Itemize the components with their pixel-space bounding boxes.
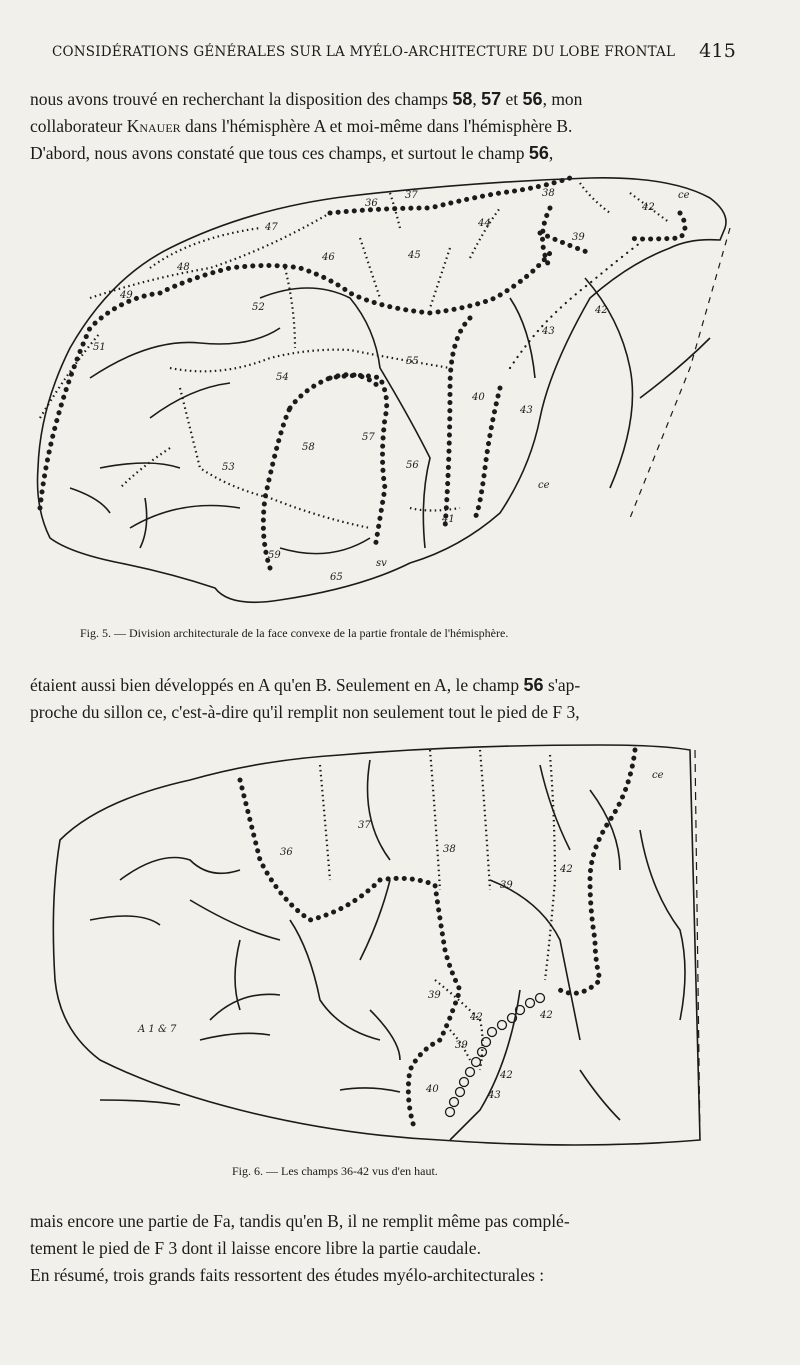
p1-line-1: nous avons trouvé en recherchant la disposition des champs 58, 57 et 56, mon <box>30 89 583 109</box>
fig5-label: 43 <box>520 405 533 416</box>
fig6-label: ce <box>652 770 664 781</box>
fig6-label: 42 <box>540 1010 553 1021</box>
fig5-label: 54 <box>276 372 289 383</box>
fig5-label: 36 <box>365 198 378 209</box>
author-knauer: Knauer <box>126 116 181 136</box>
fig5-label: 39 <box>572 232 585 243</box>
figure-5-brain-map <box>30 168 740 618</box>
fig5-label: 59 <box>268 550 281 561</box>
p3-line-2: tement le pied de F 3 dont il laisse encore libre la partie caudale. <box>30 1238 481 1258</box>
p2-line-1: étaient aussi bien développés en A qu'en B. Seulement en A, le champ 56 s'ap- <box>30 675 581 695</box>
fig5-label: 52 <box>252 302 265 313</box>
fig5-label: 55 <box>406 356 419 367</box>
fig5-label: 37 <box>405 190 418 201</box>
fig6-label: 43 <box>488 1090 501 1101</box>
fig5-label: 46 <box>322 252 335 263</box>
running-header <box>52 40 742 62</box>
fig5-label: 43 <box>542 326 555 337</box>
paragraph-2 <box>30 672 735 726</box>
fig6-label: 42 <box>500 1070 513 1081</box>
fig5-label: 49 <box>120 290 133 301</box>
paragraph-3 <box>30 1208 735 1289</box>
fig6-label: 42 <box>560 864 573 875</box>
fig5-label: sv <box>376 558 387 569</box>
figure-6-caption: Fig. 6. — Les champs 36-42 vus d'en haut. <box>232 1164 438 1178</box>
page-number: 415 <box>699 40 736 62</box>
fig5-label: 53 <box>222 462 235 473</box>
fig6-label: 39 <box>455 1040 468 1051</box>
fig5-label: 41 <box>442 514 455 525</box>
p3-line-1: mais encore une partie de Fa, tandis qu'en B, il ne remplit même pas complé- <box>30 1211 570 1231</box>
fig5-label: 48 <box>177 262 190 273</box>
running-title: CONSIDÉRATIONS GÉNÉRALES SUR LA MYÉLO-ARCHITECTURE DU LOBE FRONTAL <box>52 44 676 60</box>
fig5-label: 38 <box>542 188 555 199</box>
fig5-label: ce <box>678 190 690 201</box>
fig5-label: 42 <box>595 305 608 316</box>
fig6-label: 40 <box>426 1084 439 1095</box>
p2-line-2: proche du sillon ce, c'est-à-dire qu'il remplit non seulement tout le pied de F 3, <box>30 702 580 722</box>
fig5-label: 51 <box>93 342 106 353</box>
p3-line-3: En résumé, trois grands faits ressortent des études myélo-architecturales : <box>30 1265 545 1285</box>
fig6-label: 38 <box>443 844 456 855</box>
p1-line-2: collaborateur Knauer dans l'hémisphère A et moi-même dans l'hémisphère B. <box>30 116 573 136</box>
fig5-label: ce <box>538 480 550 491</box>
fig6-label: 42 <box>470 1012 483 1023</box>
fig6-label: 37 <box>358 820 371 831</box>
fig6-label: 39 <box>428 990 441 1001</box>
fig5-label: 57 <box>362 432 375 443</box>
fig5-label: 40 <box>472 392 485 403</box>
fig6-label: 39 <box>500 880 513 891</box>
fig5-label: 45 <box>408 250 421 261</box>
fig6-label: 36 <box>280 847 293 858</box>
paragraph-1 <box>30 86 735 167</box>
p1-line-3: D'abord, nous avons constaté que tous ces champs, et surtout le champ 56, <box>30 143 554 163</box>
fig5-label: 56 <box>406 460 419 471</box>
fig5-label: 44 <box>478 218 491 229</box>
fig5-label: 42 <box>642 202 655 213</box>
figure-5-caption: Fig. 5. — Division architecturale de la face convexe de la partie frontale de l'hémisphère. <box>80 626 509 640</box>
fig5-label: 58 <box>302 442 315 453</box>
figure-6-brain-map <box>40 740 720 1160</box>
fig5-label: 65 <box>330 572 343 583</box>
fig5-label: 47 <box>265 222 278 233</box>
fig6-label: A 1 & 7 <box>138 1024 177 1035</box>
